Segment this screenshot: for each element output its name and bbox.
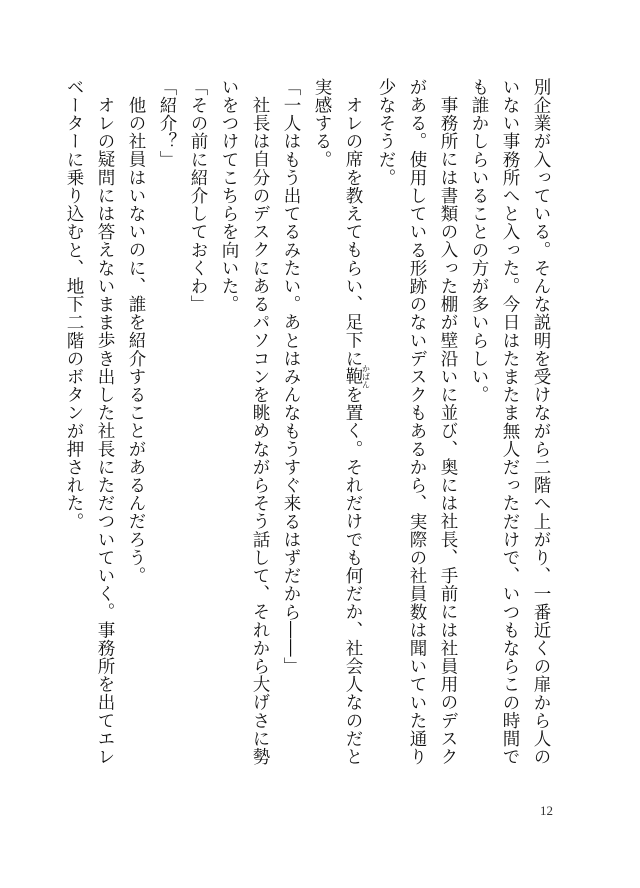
paragraph-with-ruby: [306, 78, 370, 778]
ruby-annotation: [343, 364, 371, 389]
ruby-reading: かばん: [361, 364, 371, 389]
dialogue-line: 「一人はもう出てるみたい。あとはみんなもうすぐ来るはずだから――」: [281, 78, 301, 676]
dialogue-line: 「紹介？」: [157, 78, 177, 169]
paragraph: オレの疑問には答えないまま歩き出した社長にただついていく。事務所を出てエレベーターに乗り込むと、地下二階のボタンが押された。: [64, 78, 115, 766]
paragraph-text-after-ruby: を置く。それだけでも何だか、社会人なのだと実感する。: [312, 78, 363, 766]
dialogue-line: 「その前に紹介しておくわ」: [188, 78, 208, 314]
ruby-base: 鞄: [343, 364, 363, 389]
paragraph: 事務所には書類の入った棚が壁沿いに並び、奥には社長、手前には社員用のデスクがある。使用している形跡のないデスクもあるから、実際の社員数は聞いていた通り少なそうだ。: [376, 78, 458, 766]
paragraph: 別企業が入っている。そんな説明を受けながら二階へ上がり、一番近くの扉から人のいない事務所へと入った。今日はたまたま無人だっただけで、いつもならこの時間でも誰かしらいることの方が多いらしい。: [469, 78, 551, 766]
page-number: 12: [540, 803, 553, 818]
paragraph: 社長は自分のデスクにあるパソコンを眺めながらそう話して、それから大げさに勢いをつけてこちらを向いた。: [219, 78, 270, 766]
vertical-text-body: [64, 78, 556, 778]
paragraph: 他の社員はいないのに、誰を紹介することがあるんだろう。: [126, 95, 146, 585]
paragraph-text-before-ruby: オレの席を教えてもらい、足下に: [343, 95, 363, 367]
